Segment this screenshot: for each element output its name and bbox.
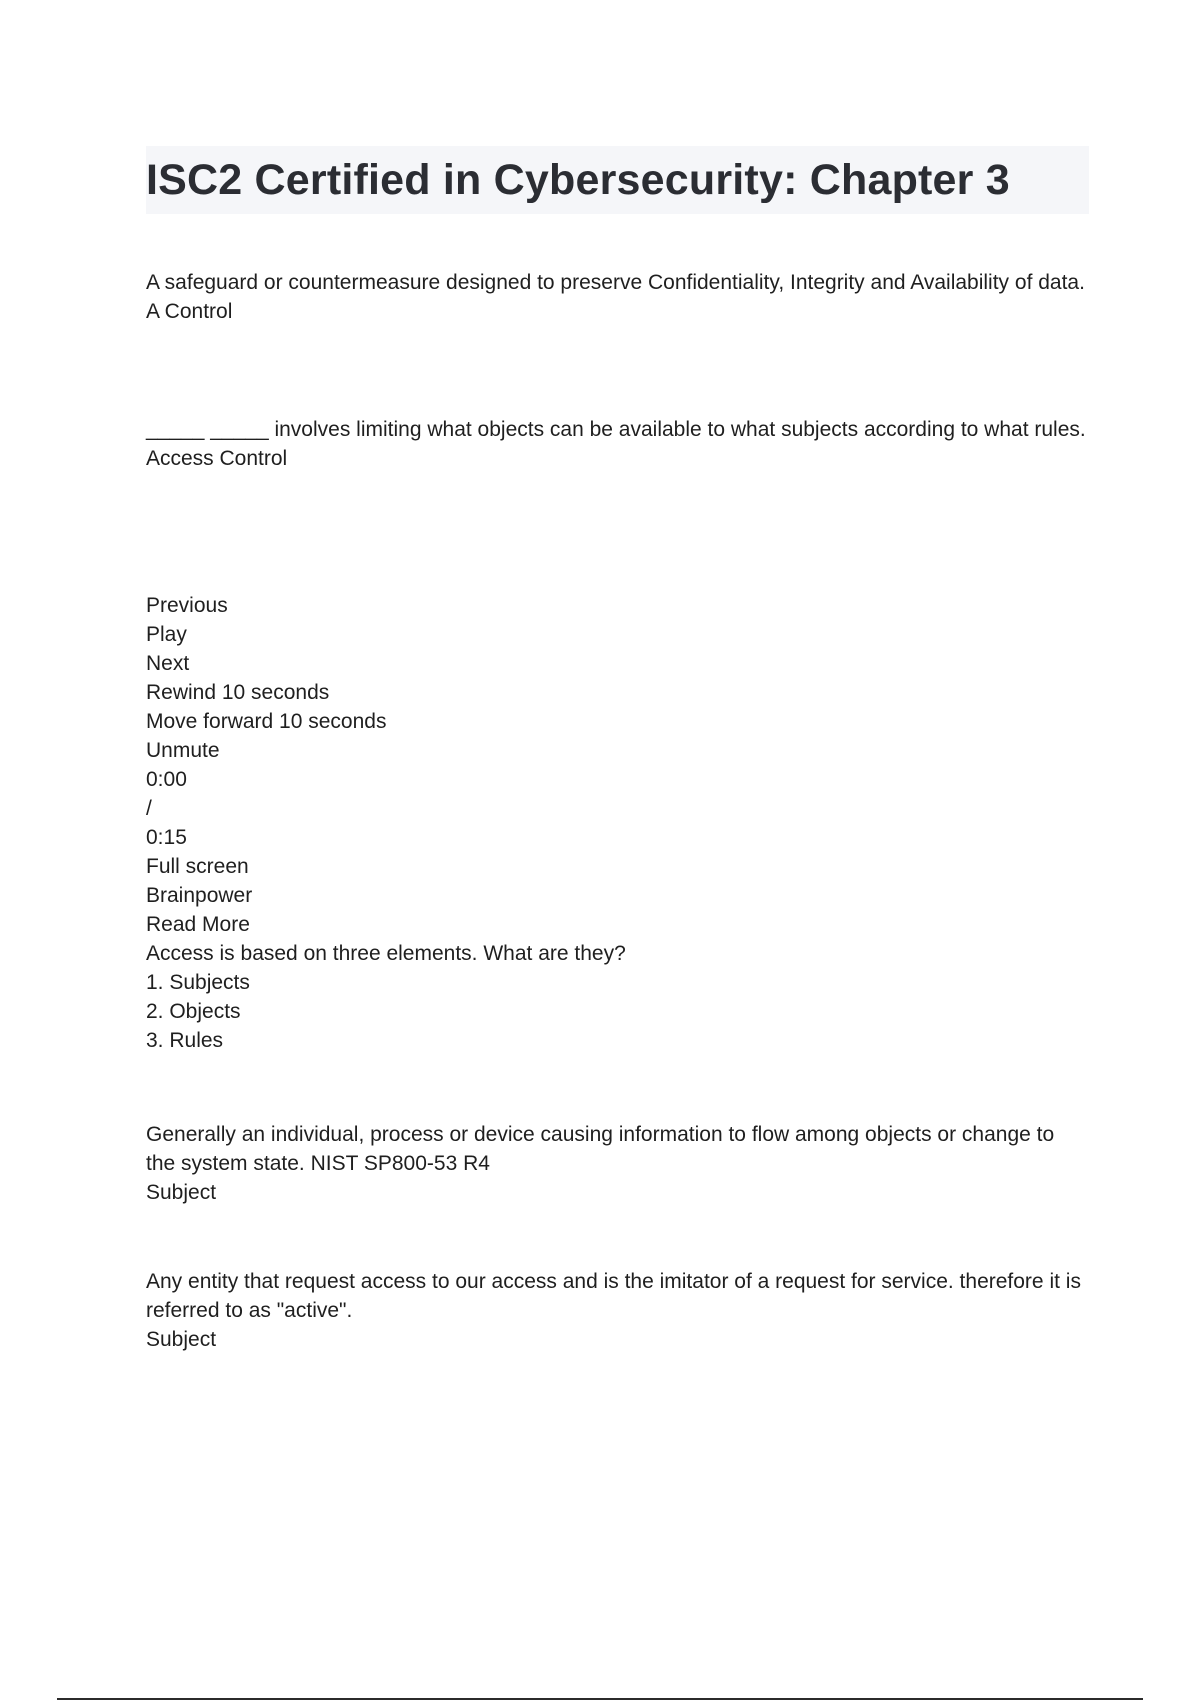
card-answer-item: 1. Subjects — [146, 971, 250, 994]
forward-button[interactable]: Move forward 10 seconds — [146, 710, 387, 733]
flashcard-3 — [146, 939, 1089, 1055]
card-question: Any entity that request access to our access and is the imitator of a request for service. therefore it is referred to as "active". — [146, 1270, 1081, 1322]
current-time: 0:00 — [146, 768, 187, 791]
play-button[interactable]: Play — [146, 623, 187, 646]
brainpower-link[interactable]: Brainpower — [146, 884, 253, 907]
read-more-link[interactable]: Read More — [146, 913, 250, 936]
card-question: _____ _____ involves limiting what objects can be available to what subjects according to what rules. — [146, 418, 1086, 441]
title-banner — [146, 146, 1089, 214]
next-button[interactable]: Next — [146, 652, 190, 675]
card-answer: Subject — [146, 1181, 217, 1204]
fullscreen-button[interactable]: Full screen — [146, 855, 249, 878]
media-player-controls — [146, 591, 1089, 939]
card-answer-item: 2. Objects — [146, 1000, 241, 1023]
flashcard-1 — [146, 268, 1089, 326]
unmute-button[interactable]: Unmute — [146, 739, 220, 762]
flashcard-2 — [146, 415, 1089, 473]
card-answer: Subject — [146, 1328, 217, 1351]
flashcard-5 — [146, 1267, 1089, 1354]
flashcard-4 — [146, 1120, 1089, 1207]
page-title: ISC2 Certified in Cybersecurity: Chapter 3 — [146, 155, 1010, 204]
rewind-button[interactable]: Rewind 10 seconds — [146, 681, 330, 704]
duration: 0:15 — [146, 826, 187, 849]
document-page — [146, 146, 1089, 1351]
time-separator: / — [146, 797, 152, 820]
previous-button[interactable]: Previous — [146, 594, 228, 617]
card-question: A safeguard or countermeasure designed to preserve Confidentiality, Integrity and Availability of data. — [146, 271, 1085, 294]
card-question: Access is based on three elements. What are they? — [146, 942, 626, 965]
card-answer: A Control — [146, 300, 233, 323]
card-answer-item: 3. Rules — [146, 1029, 224, 1052]
card-answer: Access Control — [146, 447, 288, 470]
card-question: Generally an individual, process or device causing information to flow among objects or change to the system state. NIST SP800-53 R4 — [146, 1123, 1055, 1175]
